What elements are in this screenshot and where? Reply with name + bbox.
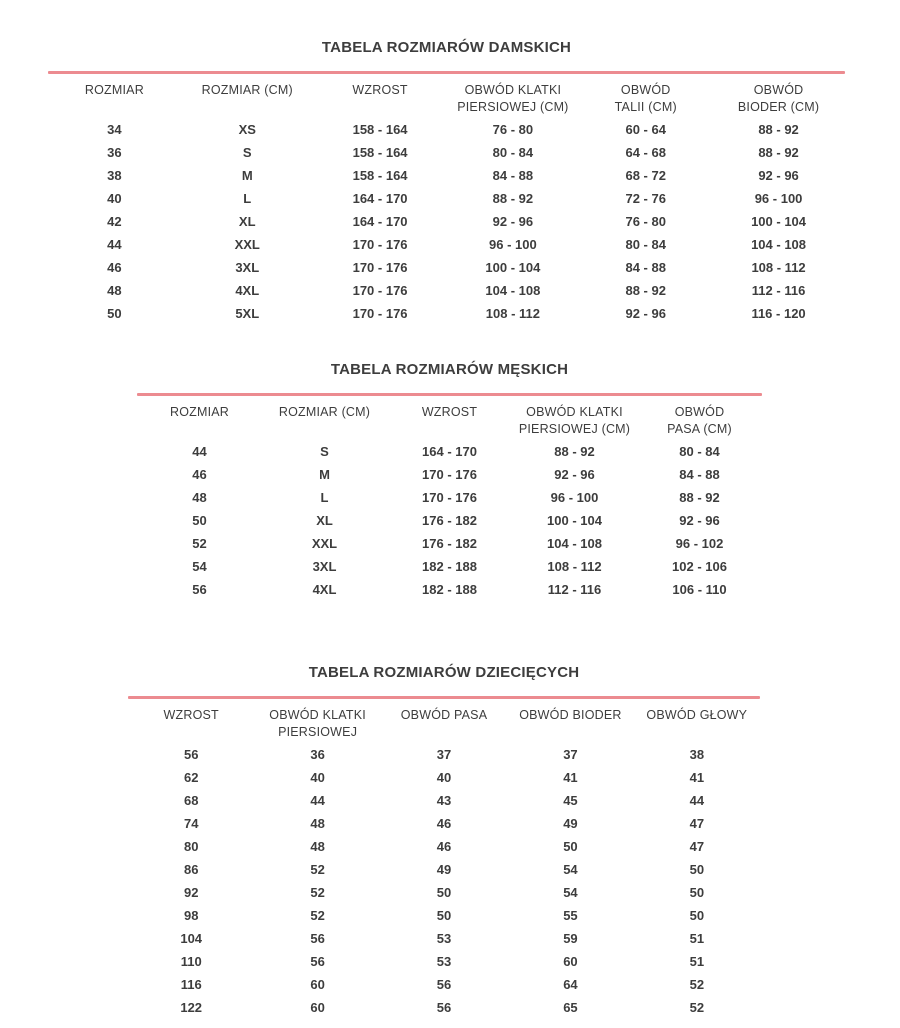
table-cell: 80 - 84 (625, 237, 666, 252)
table-cell: 59 (563, 931, 578, 946)
table-cell: 88 - 92 (758, 122, 799, 137)
table-cell: 38 (689, 747, 705, 762)
table-title: TABELA ROZMIARÓW MĘSKICH (330, 361, 569, 378)
table-row (137, 486, 762, 509)
table-body (48, 118, 845, 325)
table-header-row (48, 82, 845, 116)
table-cell: 56 (436, 977, 452, 992)
table-cell: 40 (436, 770, 452, 785)
women-size-table (48, 38, 845, 325)
table-cell: 96 - 102 (675, 536, 724, 551)
column-header (262, 404, 387, 421)
table-row (137, 440, 762, 463)
table-cell: 182 - 188 (422, 559, 477, 574)
table-cell: 104 (180, 931, 203, 946)
table-cell: 88 - 92 (625, 283, 666, 298)
table-cell: 84 - 88 (492, 168, 534, 183)
table-cell: 38 (107, 168, 122, 183)
table-cell: 50 (689, 885, 705, 900)
table-cell: 56 (436, 1000, 452, 1015)
column-header-line: OBWÓD (620, 83, 671, 97)
table-cell: 64 (563, 977, 578, 992)
column-header-line: WZROST (163, 708, 219, 722)
table-cell: 106 - 110 (672, 582, 727, 597)
table-cell: M (319, 467, 330, 482)
table-cell: 45 (563, 793, 578, 808)
column-header-line: OBWÓD GŁOWY (646, 708, 748, 722)
table-cell: 164 - 170 (422, 444, 477, 459)
table-cell: 50 (563, 839, 578, 854)
column-header-line: PIERSIOWEJ (278, 725, 358, 739)
table-cell: 50 (436, 885, 452, 900)
column-header-line: OBWÓD PASA (400, 708, 488, 722)
table-cell: 108 - 112 (485, 306, 540, 321)
column-header-line: OBWÓD KLATKI (464, 83, 562, 97)
table-cell: 37 (563, 747, 578, 762)
table-cell: 60 (563, 954, 578, 969)
table-cell: 47 (689, 816, 705, 831)
table-cell: 48 (107, 283, 122, 298)
table-cell: 44 (689, 793, 705, 808)
table-cell: 50 (107, 306, 122, 321)
table-cell: 96 - 100 (489, 237, 537, 252)
column-header-line: PASA (CM) (667, 422, 732, 436)
table-cell: 60 (310, 1000, 325, 1015)
table-row (48, 118, 845, 141)
table-row (128, 927, 760, 950)
table-row (48, 233, 845, 256)
table-cell: 88 - 92 (492, 191, 534, 206)
table-cell: 36 (310, 747, 325, 762)
column-header-line: ROZMIAR (84, 83, 144, 97)
table-cell: 37 (436, 747, 452, 762)
table-cell: 170 - 176 (422, 490, 477, 505)
table-cell: 56 (183, 747, 199, 762)
table-cell: 80 - 84 (492, 145, 534, 160)
table-cell: 53 (436, 931, 452, 946)
table-cell: S (320, 444, 329, 459)
table-cell: 34 (107, 122, 122, 137)
table-row (137, 509, 762, 532)
table-cell: 46 (192, 467, 207, 482)
column-header-line: PIERSIOWEJ (CM) (457, 100, 569, 114)
table-cell: 76 - 80 (625, 214, 666, 229)
table-cell: 176 - 182 (422, 513, 477, 528)
table-row (128, 881, 760, 904)
table-cell: 41 (689, 770, 705, 785)
column-header-line: ROZMIAR (CM) (201, 83, 293, 97)
table-cell: 54 (563, 885, 578, 900)
table-cell: 76 - 80 (492, 122, 534, 137)
table-cell: S (242, 145, 252, 160)
table-cell: 52 (310, 908, 325, 923)
table-row (48, 210, 845, 233)
table-cell: 3XL (235, 260, 260, 275)
children-size-table (128, 663, 760, 1019)
table-cell: 158 - 164 (352, 168, 408, 183)
table-cell: 54 (192, 559, 207, 574)
table-cell: 50 (689, 908, 705, 923)
table-cell: 176 - 182 (422, 536, 477, 551)
table-cell: 104 - 108 (751, 237, 807, 252)
column-header (254, 707, 380, 741)
column-header-line: OBWÓD KLATKI (526, 405, 623, 419)
table-cell: 80 (183, 839, 199, 854)
table-cell: 112 - 116 (751, 283, 806, 298)
table-cell: 80 - 84 (679, 444, 720, 459)
table-row (128, 858, 760, 881)
table-cell: 108 - 112 (751, 260, 806, 275)
table-cell: 104 - 108 (485, 283, 541, 298)
table-header-row (137, 404, 762, 438)
table-cell: 98 (183, 908, 199, 923)
table-cell: 74 (183, 816, 199, 831)
men-size-table (137, 360, 762, 601)
table-cell: 56 (310, 954, 325, 969)
table-cell: 122 (180, 1000, 203, 1015)
table-cell: 40 (310, 770, 325, 785)
table-cell: 68 - 72 (625, 168, 666, 183)
column-header-line: TALII (CM) (614, 100, 677, 114)
table-row (128, 904, 760, 927)
table-cell: XS (238, 122, 256, 137)
table-cell: 170 - 176 (352, 283, 408, 298)
table-row (128, 950, 760, 973)
table-cell: 92 - 96 (679, 513, 720, 528)
table-cell: 44 (192, 444, 207, 459)
table-cell: 50 (436, 908, 452, 923)
table-cell: 170 - 176 (352, 306, 408, 321)
table-cell: 56 (192, 582, 207, 597)
table-body (128, 743, 760, 1019)
table-cell: 108 - 112 (547, 559, 602, 574)
column-header (48, 82, 181, 99)
table-row (48, 141, 845, 164)
column-header (712, 82, 845, 116)
table-row (48, 279, 845, 302)
table-cell: 86 (183, 862, 199, 877)
column-header-line: WZROST (421, 405, 478, 419)
column-header (637, 404, 762, 438)
table-cell: 116 - 120 (751, 306, 806, 321)
column-header-line: ROZMIAR (169, 405, 230, 419)
table-cell: 43 (436, 793, 452, 808)
table-cell: 46 (107, 260, 122, 275)
column-header-line: OBWÓD KLATKI (269, 708, 366, 722)
table-cell: 102 - 106 (672, 559, 727, 574)
table-cell: 46 (436, 839, 452, 854)
table-row (48, 256, 845, 279)
table-row (48, 164, 845, 187)
table-row (128, 835, 760, 858)
table-cell: 52 (689, 1000, 705, 1015)
table-cell: 42 (107, 214, 122, 229)
table-cell: 48 (310, 839, 325, 854)
table-cell: 51 (689, 954, 705, 969)
table-cell: 49 (563, 816, 578, 831)
column-header (314, 82, 447, 99)
table-cell: 44 (310, 793, 325, 808)
table-cell: 112 - 116 (547, 582, 602, 597)
table-cell: 88 - 92 (554, 444, 595, 459)
table-cell: 68 (183, 793, 199, 808)
table-cell: 62 (183, 770, 199, 785)
table-row (137, 532, 762, 555)
table-cell: 4XL (235, 283, 260, 298)
table-row (137, 555, 762, 578)
table-cell: 4XL (312, 582, 337, 597)
table-cell: 52 (310, 862, 325, 877)
column-header-line: WZROST (352, 83, 408, 97)
table-cell: XL (316, 513, 333, 528)
column-header (579, 82, 712, 116)
table-cell: 92 - 96 (758, 168, 799, 183)
table-cell: 3XL (312, 559, 337, 574)
table-cell: 92 - 96 (492, 214, 534, 229)
table-cell: 53 (436, 954, 452, 969)
column-header (137, 404, 262, 421)
table-cell: 170 - 176 (352, 260, 408, 275)
table-row (48, 187, 845, 210)
table-cell: 96 - 100 (754, 191, 803, 206)
table-cell: XL (238, 214, 256, 229)
table-cell: 49 (436, 862, 452, 877)
table-cell: 182 - 188 (422, 582, 477, 597)
table-cell: 92 - 96 (554, 467, 595, 482)
table-cell: 47 (689, 839, 705, 854)
table-cell: 104 - 108 (547, 536, 602, 551)
table-row (128, 743, 760, 766)
table-cell: XXL (311, 536, 338, 551)
table-cell: 170 - 176 (422, 467, 477, 482)
table-title: TABELA ROZMIARÓW DAMSKICH (321, 39, 572, 56)
table-cell: 60 (310, 977, 325, 992)
table-row (128, 996, 760, 1019)
table-cell: 100 - 104 (751, 214, 807, 229)
table-cell: 48 (310, 816, 325, 831)
table-cell: 36 (107, 145, 122, 160)
column-header (128, 707, 254, 724)
table-row (137, 578, 762, 601)
column-header (446, 82, 579, 116)
accent-divider-line (137, 393, 762, 396)
column-header (181, 82, 314, 99)
table-cell: 56 (310, 931, 325, 946)
table-cell: 92 - 96 (625, 306, 666, 321)
table-row (128, 789, 760, 812)
table-cell: 164 - 170 (352, 214, 408, 229)
column-header-line: BIODER (CM) (737, 100, 820, 114)
table-cell: 158 - 164 (352, 122, 408, 137)
table-cell: 164 - 170 (352, 191, 408, 206)
table-cell: 46 (436, 816, 452, 831)
table-cell: 52 (689, 977, 705, 992)
table-cell: 52 (192, 536, 207, 551)
table-title: TABELA ROZMIARÓW DZIECIĘCYCH (308, 664, 580, 681)
table-cell: 100 - 104 (547, 513, 602, 528)
column-header (387, 404, 512, 421)
table-cell: 170 - 176 (352, 237, 408, 252)
table-cell: 64 - 68 (625, 145, 666, 160)
column-header (381, 707, 507, 724)
column-header-line: OBWÓD BIODER (519, 708, 622, 722)
table-body (137, 440, 762, 601)
column-header (512, 404, 637, 438)
accent-divider-line (48, 71, 845, 74)
column-header (507, 707, 633, 724)
table-cell: 110 (180, 954, 202, 969)
table-cell: 88 - 92 (679, 490, 720, 505)
table-cell: 92 (183, 885, 199, 900)
table-cell: 116 (180, 977, 202, 992)
table-cell: 96 - 100 (550, 490, 599, 505)
table-cell: 50 (192, 513, 207, 528)
table-cell: 88 - 92 (758, 145, 799, 160)
table-cell: 84 - 88 (625, 260, 666, 275)
table-cell: 51 (689, 931, 705, 946)
table-cell: 55 (563, 908, 578, 923)
table-header-row (128, 707, 760, 741)
table-cell: 48 (192, 490, 207, 505)
table-cell: L (320, 490, 329, 505)
table-cell: 72 - 76 (625, 191, 666, 206)
table-row (128, 766, 760, 789)
table-cell: 40 (107, 191, 122, 206)
table-cell: 44 (107, 237, 122, 252)
table-row (137, 463, 762, 486)
table-row (48, 302, 845, 325)
column-header-line: OBWÓD (753, 83, 804, 97)
table-cell: 54 (563, 862, 578, 877)
table-cell: 84 - 88 (679, 467, 720, 482)
table-cell: 158 - 164 (352, 145, 408, 160)
table-cell: XXL (234, 237, 260, 252)
table-cell: 100 - 104 (485, 260, 541, 275)
column-header-line: OBWÓD (674, 405, 725, 419)
table-row (128, 973, 760, 996)
table-cell: 41 (563, 770, 578, 785)
table-cell: 60 - 64 (625, 122, 666, 137)
table-cell: 50 (689, 862, 705, 877)
table-cell: 52 (310, 885, 325, 900)
table-cell: M (241, 168, 253, 183)
table-cell: 65 (563, 1000, 578, 1015)
column-header (634, 707, 760, 724)
table-cell: L (243, 191, 252, 206)
table-cell: 5XL (235, 306, 260, 321)
column-header-line: ROZMIAR (CM) (278, 405, 371, 419)
accent-divider-line (128, 696, 760, 699)
column-header-line: PIERSIOWEJ (CM) (518, 422, 631, 436)
table-row (128, 812, 760, 835)
